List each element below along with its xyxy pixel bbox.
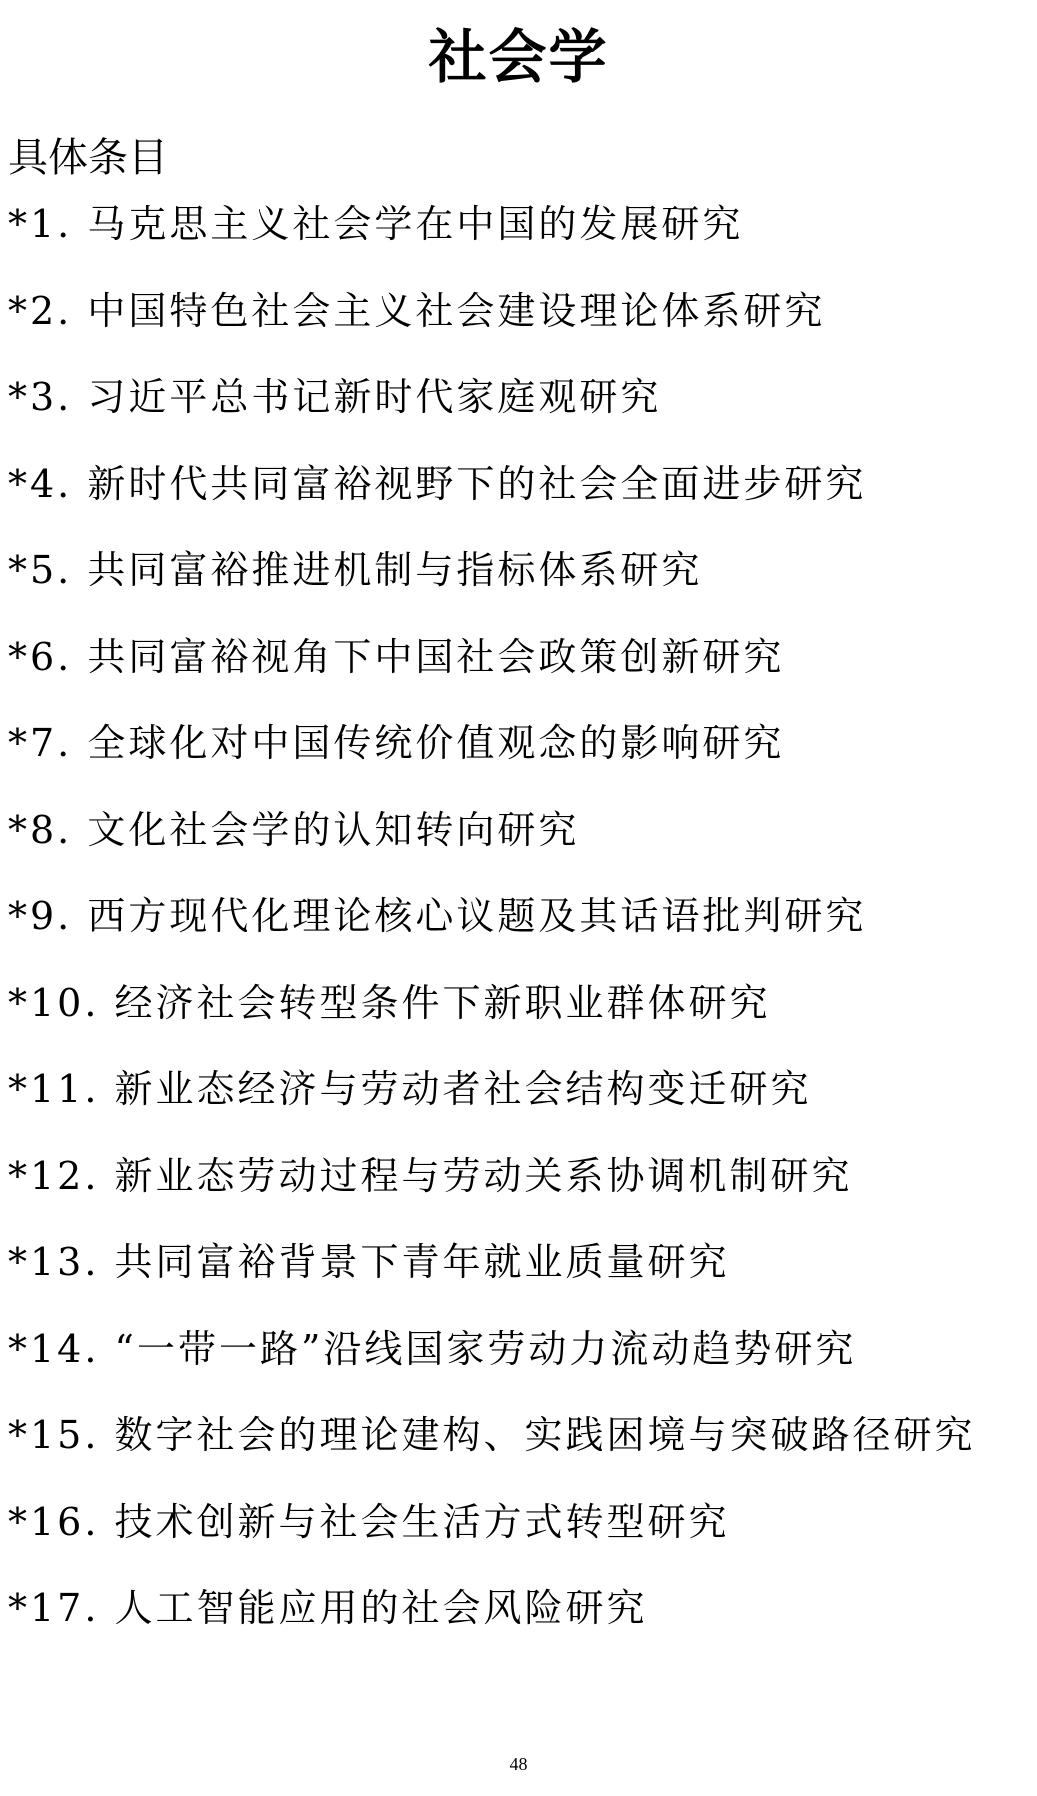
list-item: *3. 习近平总书记新时代家庭观研究 [8,375,662,419]
list-item: *1. 马克思主义社会学在中国的发展研究 [8,202,744,246]
list-item: *7. 全球化对中国传统价值观念的影响研究 [8,721,785,765]
page-title: 社会学 [428,23,609,91]
list-item: *11. 新业态经济与劳动者社会结构变迁研究 [8,1067,812,1111]
list-item: *15. 数字社会的理论建构、实践困境与突破路径研究 [8,1413,976,1457]
list-item: *2. 中国特色社会主义社会建设理论体系研究 [8,288,826,333]
list-item: *10. 经济社会转型条件下新职业群体研究 [8,980,771,1025]
list-item: *16. 技术创新与社会生活方式转型研究 [8,1499,730,1544]
list-item: *6. 共同富裕视角下中国社会政策创新研究 [8,634,785,679]
item-list [8,196,1033,1636]
list-item: *5. 共同富裕推进机制与指标体系研究 [8,548,703,592]
list-item: *4. 新时代共同富裕视野下的社会全面进步研究 [8,461,867,506]
list-item: *17. 人工智能应用的社会风险研究 [8,1586,648,1630]
section-heading: 具体条目 [8,135,168,181]
list-item: *9. 西方现代化理论核心议题及其话语批判研究 [8,894,867,938]
page-number: 48 [509,1754,528,1774]
list-item: *12. 新业态劳动过程与劳动关系协调机制研究 [8,1153,853,1198]
list-item: *13. 共同富裕背景下青年就业质量研究 [8,1240,730,1284]
list-item: *8. 文化社会学的认知转向研究 [8,807,580,852]
list-item: *14. “一带一路”沿线国家劳动力流动趋势研究 [8,1326,857,1371]
